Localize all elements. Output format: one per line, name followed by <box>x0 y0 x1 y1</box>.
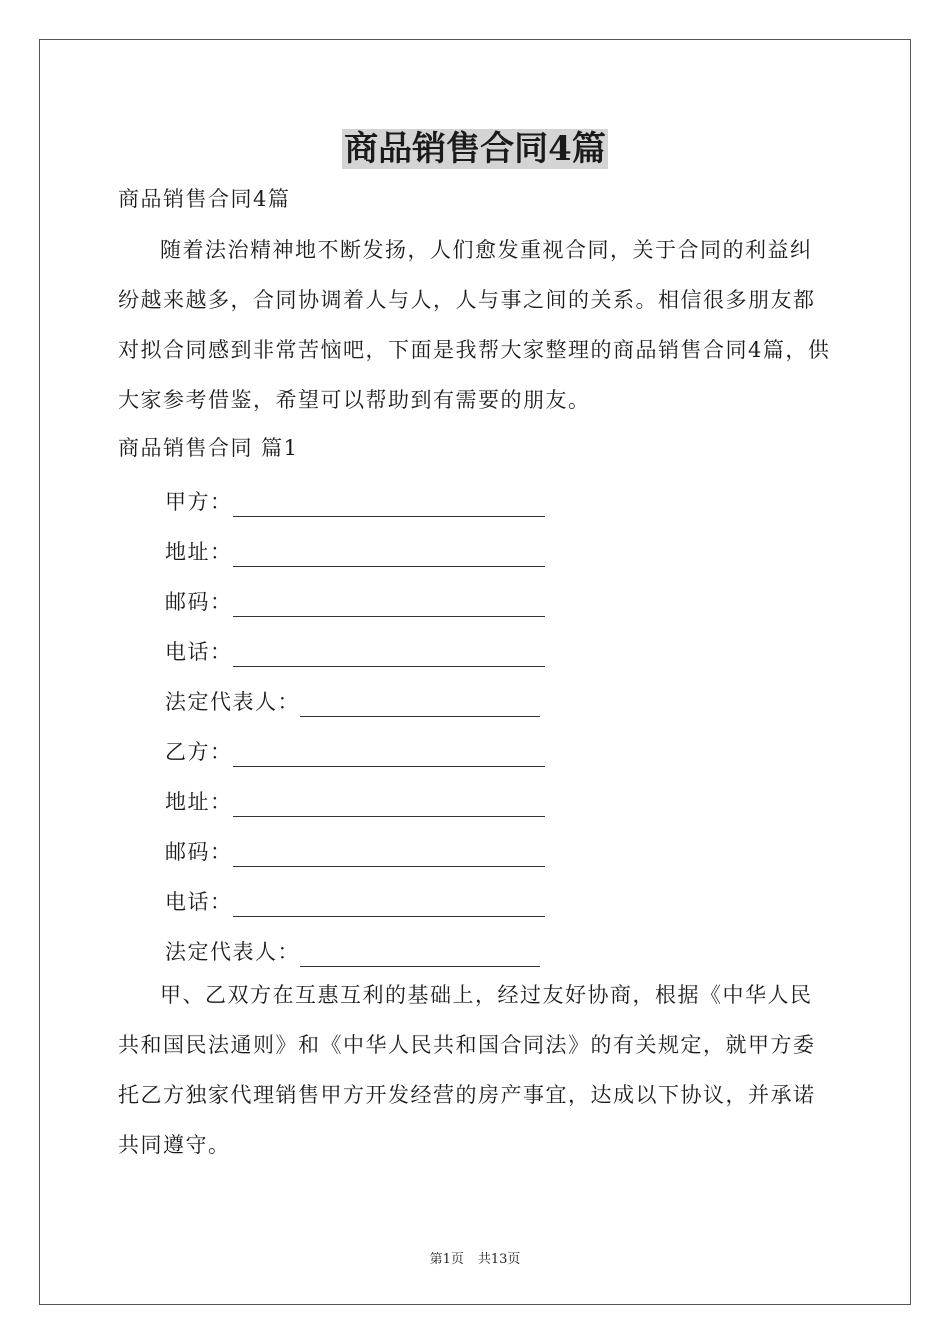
field-label: 邮码： <box>165 840 233 864</box>
field-row-postcode-a <box>165 575 545 625</box>
section-heading: 商品销售合同 篇1 <box>118 436 299 460</box>
blank-line <box>233 732 545 767</box>
field-row-address-b <box>165 775 545 825</box>
page-footer <box>0 1248 950 1267</box>
blank-line <box>233 832 545 867</box>
field-label: 电话： <box>165 890 233 914</box>
field-row-legal-rep-a <box>165 675 545 725</box>
blank-line <box>300 682 540 717</box>
field-label: 法定代表人： <box>165 690 300 714</box>
page-total: 共13页 <box>477 1252 521 1267</box>
field-row-party-a <box>165 475 545 525</box>
field-label: 法定代表人： <box>165 940 300 964</box>
blank-line <box>233 632 545 667</box>
blank-line <box>233 582 545 617</box>
intro-paragraph: 随着法治精神地不断发扬，人们愈发重视合同，关于合同的利益纠纷越来越多，合同协调着人与人，人与事之间的关系。相信很多朋友都对拟合同感到非常苦恼吧，下面是我帮大家整理的商品销售合同4篇，供大家参考借鉴，希望可以帮助到有需要的朋友。 <box>118 238 831 412</box>
field-label: 邮码： <box>165 590 233 614</box>
page-number: 第1页 <box>429 1252 464 1267</box>
blank-line <box>233 482 545 517</box>
field-row-phone-a <box>165 625 545 675</box>
field-label: 地址： <box>165 540 233 564</box>
agreement-paragraph: 甲、乙双方在互惠互利的基础上，经过友好协商，根据《中华人民共和国民法通则》和《中华人民共和国合同法》的有关规定，就甲方委托乙方独家代理销售甲方开发经营的房产事宜，达成以下协议，并承诺共同遵守。 <box>118 983 816 1157</box>
field-row-legal-rep-b <box>165 925 545 975</box>
field-row-party-b <box>165 725 545 775</box>
field-label: 乙方： <box>165 740 233 764</box>
party-fields <box>165 475 545 975</box>
blank-line <box>233 882 545 917</box>
blank-line <box>300 932 540 967</box>
field-label: 地址： <box>165 790 233 814</box>
document-title-text: 商品销售合同4篇 <box>344 129 606 169</box>
document-subtitle: 商品销售合同4篇 <box>118 187 291 211</box>
document-title <box>0 126 950 172</box>
field-label: 甲方： <box>165 490 233 514</box>
blank-line <box>233 782 545 817</box>
blank-line <box>233 532 545 567</box>
field-row-address-a <box>165 525 545 575</box>
field-label: 电话： <box>165 640 233 664</box>
field-row-phone-b <box>165 875 545 925</box>
field-row-postcode-b <box>165 825 545 875</box>
